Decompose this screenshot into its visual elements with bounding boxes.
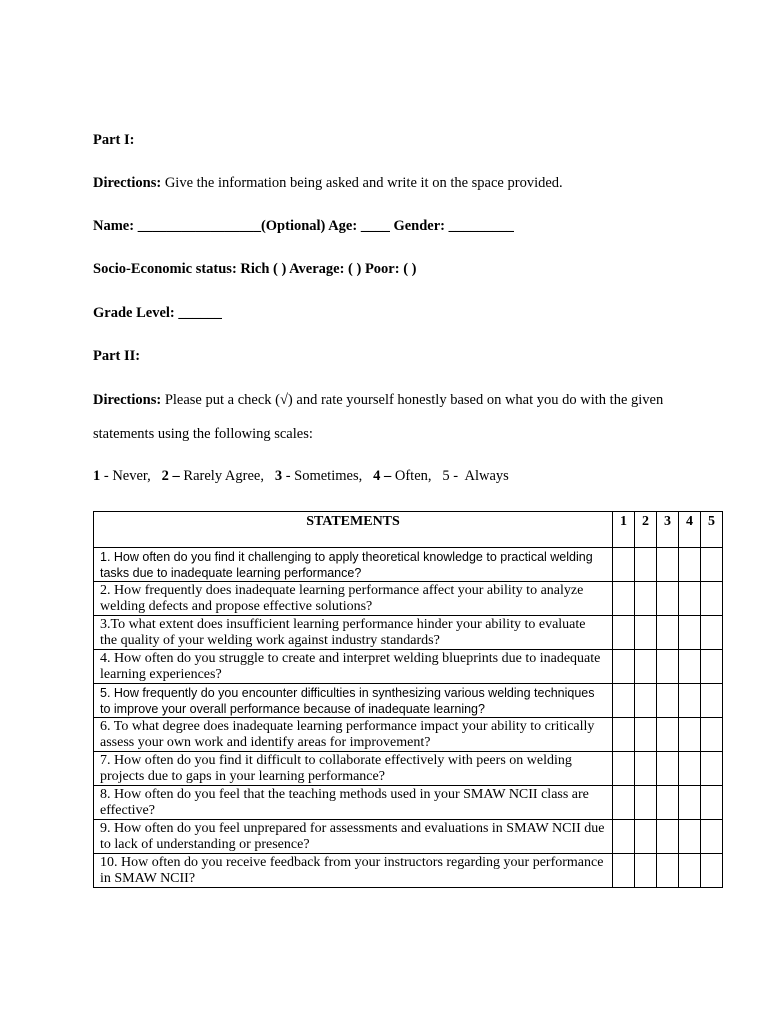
scale-3-number: 3	[274, 468, 283, 484]
rating-cell-4[interactable]	[679, 548, 701, 582]
statement-text: 3.To what extent does insufficient learning performance hinder your ability to evaluate the quality of your welding work against industry standards?	[94, 616, 613, 650]
rating-cell-4[interactable]	[679, 854, 701, 888]
rating-cell-5[interactable]	[701, 582, 723, 616]
name-age-gender-line: Name: _________________(Optional) Age: ____ Gender: _________	[93, 218, 514, 234]
rating-cell-3[interactable]	[657, 718, 679, 752]
statement-text: 7. How often do you find it difficult to collaborate effectively with peers on welding projects due to gaps in your learning performance?	[94, 752, 613, 786]
rating-cell-3[interactable]	[657, 582, 679, 616]
socio-economic-line: Socio-Economic status: Rich ( ) Average: ( ) Poor: ( )	[93, 261, 417, 277]
rating-cell-1[interactable]	[613, 786, 635, 820]
scale-header-2: 2	[635, 512, 657, 548]
table-row	[94, 616, 723, 650]
scale-1-number: 1	[93, 468, 101, 484]
statement-text: 10. How often do you receive feedback from your instructors regarding your performance in SMAW NCII?	[94, 854, 613, 888]
part2-directions-label: Directions:	[93, 392, 162, 408]
rating-cell-5[interactable]	[701, 820, 723, 854]
part1-directions-text: Give the information being asked and write it on the space provided.	[161, 175, 563, 191]
table-row	[94, 718, 723, 752]
rating-cell-1[interactable]	[613, 650, 635, 684]
scale-1-text: - Never,	[100, 468, 162, 484]
part2-title: Part II:	[93, 348, 141, 364]
rating-cell-3[interactable]	[657, 684, 679, 718]
rating-cell-3[interactable]	[657, 548, 679, 582]
rating-cell-2[interactable]	[635, 718, 657, 752]
rating-cell-1[interactable]	[613, 854, 635, 888]
rating-cell-1[interactable]	[613, 616, 635, 650]
statement-text: 5. How frequently do you encounter difficulties in synthesizing various welding techniques to improve your overall performance because of inadequate learning?	[94, 684, 613, 718]
scale-header-1: 1	[613, 512, 635, 548]
rating-cell-5[interactable]	[701, 548, 723, 582]
grade-level-line: Grade Level: ______	[93, 305, 222, 321]
scale-header-4: 4	[679, 512, 701, 548]
rating-cell-5[interactable]	[701, 616, 723, 650]
table-row	[94, 786, 723, 820]
rating-cell-3[interactable]	[657, 786, 679, 820]
table-row	[94, 650, 723, 684]
table-row	[94, 820, 723, 854]
part1-directions-label: Directions:	[93, 175, 162, 191]
part2-directions-text: Please put a check (√) and rate yourself honestly based on what you do with the given	[161, 392, 664, 408]
part1-title: Part I:	[93, 132, 135, 148]
rating-cell-3[interactable]	[657, 616, 679, 650]
rating-cell-4[interactable]	[679, 786, 701, 820]
rating-cell-2[interactable]	[635, 752, 657, 786]
scale-2-text: Rarely Agree,	[179, 468, 275, 484]
scale-2-number: 2 –	[161, 468, 180, 484]
table-row	[94, 752, 723, 786]
rating-cell-5[interactable]	[701, 650, 723, 684]
statement-text: 9. How often do you feel unprepared for assessments and evaluations in SMAW NCII due to lack of understanding or presence?	[94, 820, 613, 854]
statement-text: 4. How often do you struggle to create and interpret welding blueprints due to inadequate learning experiences?	[94, 650, 613, 684]
rating-cell-4[interactable]	[679, 684, 701, 718]
rating-cell-1[interactable]	[613, 582, 635, 616]
rating-cell-4[interactable]	[679, 650, 701, 684]
rating-cell-3[interactable]	[657, 752, 679, 786]
part2-directions	[93, 392, 663, 409]
rating-cell-5[interactable]	[701, 718, 723, 752]
rating-cell-3[interactable]	[657, 820, 679, 854]
statement-text: 1. How often do you find it challenging to apply theoretical knowledge to practical welding tasks due to inadequate learning performance?	[94, 548, 613, 582]
scale-header-3: 3	[657, 512, 679, 548]
table-row	[94, 854, 723, 888]
rating-cell-2[interactable]	[635, 616, 657, 650]
rating-scale-legend	[93, 468, 509, 485]
rating-cell-5[interactable]	[701, 786, 723, 820]
rating-cell-5[interactable]	[701, 752, 723, 786]
rating-cell-2[interactable]	[635, 582, 657, 616]
rating-cell-4[interactable]	[679, 582, 701, 616]
rating-cell-5[interactable]	[701, 684, 723, 718]
rating-cell-4[interactable]	[679, 752, 701, 786]
rating-cell-2[interactable]	[635, 820, 657, 854]
rating-cell-3[interactable]	[657, 854, 679, 888]
table-row	[94, 684, 723, 718]
part2-directions-continued: statements using the following scales:	[93, 426, 313, 442]
scale-3-text: - Sometimes,	[282, 468, 374, 484]
rating-cell-1[interactable]	[613, 718, 635, 752]
table-row	[94, 582, 723, 616]
table-row	[94, 548, 723, 582]
scale-4-number: 4 –	[373, 468, 392, 484]
rating-cell-2[interactable]	[635, 684, 657, 718]
statement-text: 6. To what degree does inadequate learning performance impact your ability to critically assess your own work and identify areas for improvement?	[94, 718, 613, 752]
rating-cell-1[interactable]	[613, 548, 635, 582]
scale-4-text: Often, 5 - Always	[391, 468, 509, 484]
rating-cell-4[interactable]	[679, 718, 701, 752]
rating-cell-1[interactable]	[613, 752, 635, 786]
rating-cell-5[interactable]	[701, 854, 723, 888]
rating-cell-1[interactable]	[613, 820, 635, 854]
rating-cell-2[interactable]	[635, 786, 657, 820]
rating-cell-3[interactable]	[657, 650, 679, 684]
part1-directions	[93, 175, 563, 192]
statement-text: 2. How frequently does inadequate learning performance affect your ability to analyze welding defects and propose effective solutions?	[94, 582, 613, 616]
table-header-row	[94, 512, 723, 548]
statement-text: 8. How often do you feel that the teaching methods used in your SMAW NCII class are effective?	[94, 786, 613, 820]
statements-header: STATEMENTS	[94, 512, 613, 548]
scale-header-5: 5	[701, 512, 723, 548]
rating-cell-4[interactable]	[679, 616, 701, 650]
rating-cell-2[interactable]	[635, 548, 657, 582]
rating-cell-2[interactable]	[635, 650, 657, 684]
rating-cell-1[interactable]	[613, 684, 635, 718]
statements-table	[93, 511, 723, 888]
rating-cell-2[interactable]	[635, 854, 657, 888]
rating-cell-4[interactable]	[679, 820, 701, 854]
